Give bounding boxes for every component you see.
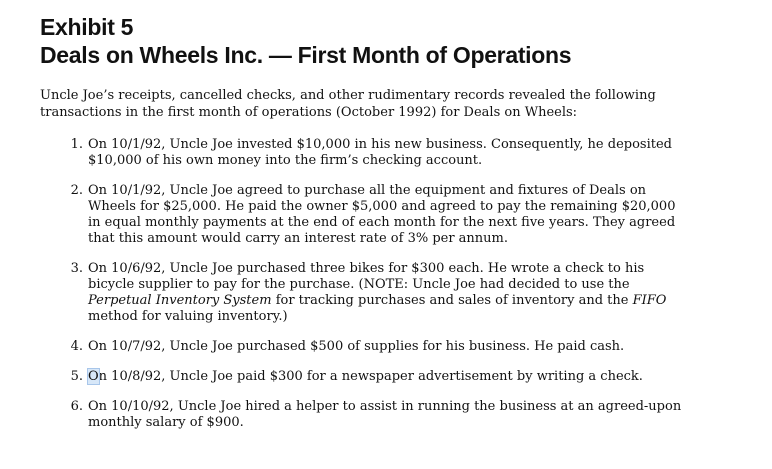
- item-number: 4.: [70, 339, 83, 354]
- item-text: On 10/1/92, Uncle Joe agreed to purchase all the equipment and fixtures of Deals on Wheels for $25,000. He paid the owner $5,000 and agreed to pay the remaining $20,000 in equal monthly payments at the end of each month for the next five years. They agreed that this amount would carry an interest rate of 3% per annum.: [88, 183, 676, 246]
- list-item: [40, 183, 740, 247]
- page-title: Deals on Wheels Inc. — First Month of Operations: [40, 42, 572, 68]
- item-text-part: for tracking purchases and sales of inventory and the: [271, 293, 633, 308]
- item-text-part: On 10/6/92, Uncle Joe purchased three bikes for $300 each. He wrote a check to his bicycle supplier to pay for the purchase. (NOTE: Uncle Joe had decided to use the: [88, 261, 645, 292]
- list-item: [40, 339, 740, 355]
- item-text: On 10/10/92, Uncle Joe hired a helper to assist in running the business at an agreed-upon monthly salary of $900.: [88, 399, 682, 430]
- item-number: 6.: [70, 399, 83, 414]
- list-item: [40, 369, 740, 385]
- document-page: [40, 14, 740, 445]
- exhibit-label: Exhibit 5: [40, 14, 134, 40]
- item-number: 5.: [70, 369, 83, 384]
- item-text: [88, 369, 688, 385]
- item-number: 2.: [70, 183, 83, 198]
- item-emphasis: FIFO: [632, 293, 667, 308]
- intro-paragraph: Uncle Joe’s receipts, cancelled checks, and other rudimentary records revealed the following transactions in the first month of operations (October 1992) for Deals on Wheels:: [40, 88, 656, 120]
- list-item: [40, 399, 740, 431]
- transactions-list: [40, 137, 740, 431]
- item-text-part: n 10/8/92, Uncle Joe paid $300 for a newspaper advertisement by writing a check.: [98, 369, 643, 384]
- item-text: [88, 261, 688, 325]
- item-number: 3.: [70, 261, 83, 276]
- item-text-part: method for valuing inventory.): [88, 309, 288, 324]
- text-cursor-highlight[interactable]: O: [88, 369, 99, 384]
- list-item: [40, 137, 740, 169]
- item-number: 1.: [70, 137, 83, 152]
- list-item: [40, 261, 740, 325]
- item-text: On 10/7/92, Uncle Joe purchased $500 of supplies for his business. He paid cash.: [88, 339, 625, 354]
- item-emphasis: Perpetual Inventory System: [88, 293, 272, 308]
- item-text: On 10/1/92, Uncle Joe invested $10,000 in his new business. Consequently, he deposited $10,000 of his own money into the firm’s checking account.: [88, 137, 672, 168]
